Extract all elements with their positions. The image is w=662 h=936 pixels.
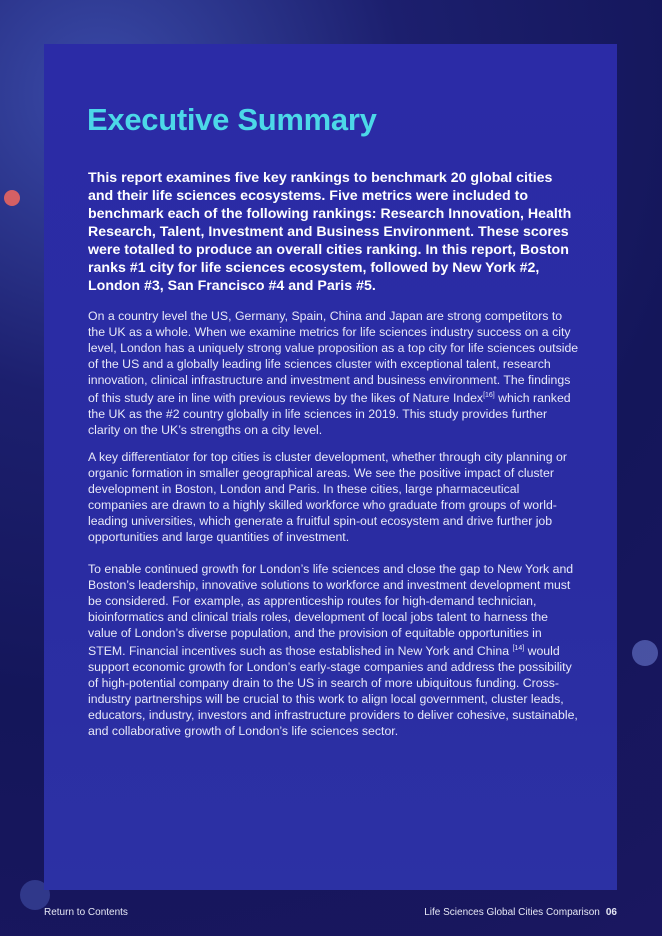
paragraph-text: would support economic growth for London’s early-stage companies and address the possibility of high-potential company drain to the US in search of more ubiquitous funding. Cross-industry partnerships will be crucial to this work to align local government, cluster leads, educators, industry, investors and infrastructure providers to deliver cohesive, sustainable, and collaborative growth of London’s life sciences sector. [88,644,578,739]
content-panel [44,44,617,890]
page-number: 06 [605,907,617,918]
lead-paragraph: This report examines five key rankings to benchmark 20 global cities and their life sciences ecosystems. Five metrics were included to benchmark each of the following rankings: Research Innovation, Health Research, Talent, Investment and Business Environment. These scores were totalled to produce an overall cities ranking. In this report, Boston ranks #1 city for life sciences ecosystem, followed by New York #2, London #3, San Francisco #4 and Paris #5. [88,170,572,294]
paragraph-text: To enable continued growth for London’s life sciences and close the gap to New York and Boston’s leadership, innovative solutions to workforce and investment development must be considered. For example, as apprenticeship routes for high-demand technician, bioinformatics and clinical trials roles, development of local jobs talent to harness the value of London’s diverse population, and the provision of equitable opportunities in STEM. Financial incentives such as those established in New York and China [88,562,574,659]
footer-doc-title [424,907,617,918]
body-paragraph [88,308,580,438]
background-decoration [4,190,20,206]
body-paragraph [88,561,580,739]
paragraph-text: which ranked the UK as the #2 country globally in life sciences in 2019. This study provides further clarity on the UK’s strengths on a city level. [88,391,571,438]
return-to-contents-link[interactable]: Return to Contents [44,907,128,918]
body-paragraph [88,449,580,545]
page-title: Executive Summary [87,102,377,137]
paragraph-text: On a country level the US, Germany, Spain, China and Japan are strong competitors to the UK as a whole. When we examine metrics for life sciences industry success on a city level, London has a uniquely strong value proposition as a top city for life sciences outside of the US and a globally leading life sciences cluster with exceptional talent, research innovation, clinical infrastructure and investment and business environment. The findings of this study are in line with previous reviews by the likes of Nature Index [88,309,579,406]
paragraph-text: A key differentiator for top cities is cluster development, whether through city planning or organic formation in smaller geographical areas. We see the positive impact of cluster development in Boston, London and Paris. In these cities, large pharmaceutical companies are drawn to a highly skilled workforce who graduate from groups of world-leading universities, which generate a fruitful spin-out ecosystem and drive further job opportunities and large quantities of investment. [88,450,567,544]
reference-marker: [14] [512,645,525,652]
background-decoration [632,640,658,666]
reference-marker: [16] [483,392,495,399]
document-title: Life Sciences Global Cities Comparison [424,907,600,918]
